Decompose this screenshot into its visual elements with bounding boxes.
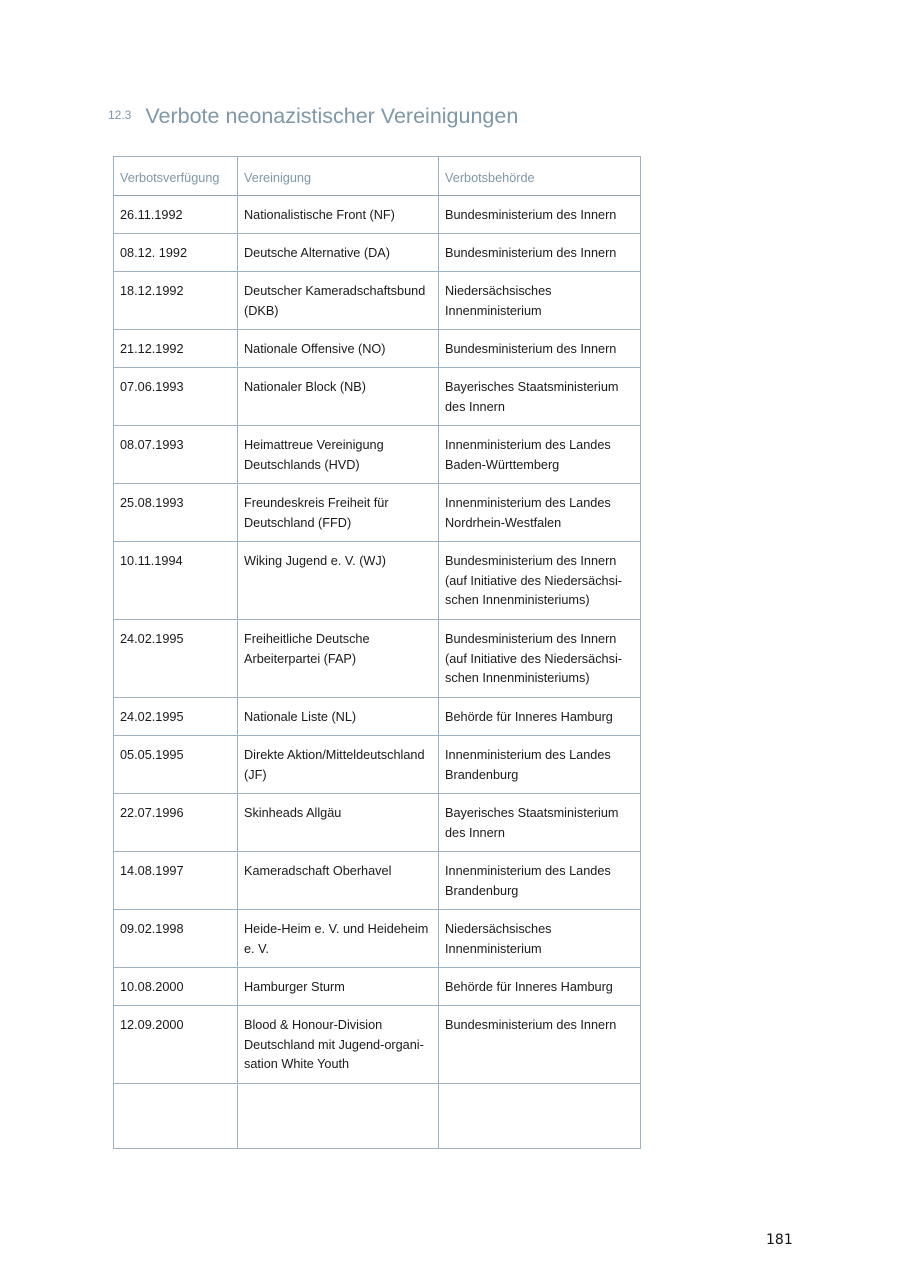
cell-date: 14.08.1997 (114, 852, 238, 910)
cell-authority: Niedersächsisches Innenministerium (439, 272, 641, 330)
table-row (114, 272, 641, 330)
cell-authority: Bayerisches Staatsministerium des Innern (439, 794, 641, 852)
table-row (114, 620, 641, 698)
cell-organization: Kameradschaft Oberhavel (238, 852, 439, 910)
cell-date: 10.11.1994 (114, 542, 238, 620)
cell-organization: Nationaler Block (NB) (238, 368, 439, 426)
cell-date: 12.09.2000 (114, 1006, 238, 1084)
cell-organization: Nationale Offensive (NO) (238, 330, 439, 368)
cell-date: 07.06.1993 (114, 368, 238, 426)
table-row (114, 542, 641, 620)
table-row (114, 698, 641, 736)
table-row (114, 484, 641, 542)
cell-organization: Deutsche Alternative (DA) (238, 234, 439, 272)
cell-date: 08.07.1993 (114, 426, 238, 484)
cell-date: 25.08.1993 (114, 484, 238, 542)
cell-authority: Innenministerium des Landes Brandenburg (439, 852, 641, 910)
cell-date: 22.07.1996 (114, 794, 238, 852)
table-row (114, 1006, 641, 1084)
cell-date: 18.12.1992 (114, 272, 238, 330)
cell-authority: Bundesministerium des Innern (439, 196, 641, 234)
cell-authority: Bundesministerium des Innern (auf Initiative des Niedersächsi-schen Innenministeriums) (439, 542, 641, 620)
cell-organization: Blood & Honour-Division Deutschland mit Jugend-organi-sation White Youth (238, 1006, 439, 1084)
cell-organization: Freiheitliche Deutsche Arbeiterpartei (FAP) (238, 620, 439, 698)
cell-date: 05.05.1995 (114, 736, 238, 794)
cell-organization: Heimattreue Vereinigung Deutschlands (HVD) (238, 426, 439, 484)
cell-authority: Bayerisches Staatsministerium des Innern (439, 368, 641, 426)
table-row (114, 330, 641, 368)
cell-authority: Innenministerium des Landes Baden-Württemberg (439, 426, 641, 484)
table-row (114, 968, 641, 1006)
section-number: 12.3 (108, 108, 132, 122)
cell-organization: Deutscher Kameradschaftsbund (DKB) (238, 272, 439, 330)
table-row (114, 426, 641, 484)
table-row (114, 736, 641, 794)
cell-organization: Skinheads Allgäu (238, 794, 439, 852)
table-row (114, 794, 641, 852)
cell-authority: Bundesministerium des Innern (439, 330, 641, 368)
column-header-organization: Vereinigung (238, 157, 439, 196)
cell-authority: Bundesministerium des Innern (439, 1006, 641, 1084)
cell-organization: Nationale Liste (NL) (238, 698, 439, 736)
cell-date: 08.12. 1992 (114, 234, 238, 272)
cell-authority: Behörde für Inneres Hamburg (439, 698, 641, 736)
cell-empty (439, 1084, 641, 1149)
column-header-date: Verbotsverfügung (114, 157, 238, 196)
cell-date: 21.12.1992 (114, 330, 238, 368)
cell-organization: Hamburger Sturm (238, 968, 439, 1006)
cell-authority: Innenministerium des Landes Brandenburg (439, 736, 641, 794)
cell-empty (238, 1084, 439, 1149)
cell-date: 24.02.1995 (114, 620, 238, 698)
cell-organization: Wiking Jugend e. V. (WJ) (238, 542, 439, 620)
table-row (114, 234, 641, 272)
cell-authority: Bundesministerium des Innern (auf Initiative des Niedersächsi-schen Innenministeriums) (439, 620, 641, 698)
table-row (114, 852, 641, 910)
section-heading (108, 104, 518, 129)
ban-table (113, 156, 641, 1149)
page-number: 181 (766, 1232, 793, 1248)
table-row-empty (114, 1084, 641, 1149)
cell-date: 10.08.2000 (114, 968, 238, 1006)
cell-date: 09.02.1998 (114, 910, 238, 968)
cell-authority: Behörde für Inneres Hamburg (439, 968, 641, 1006)
table-row (114, 196, 641, 234)
column-header-authority: Verbotsbehörde (439, 157, 641, 196)
cell-organization: Freundeskreis Freiheit für Deutschland (FFD) (238, 484, 439, 542)
cell-authority: Bundesministerium des Innern (439, 234, 641, 272)
section-title: Verbote neonazistischer Vereinigungen (145, 104, 519, 128)
cell-date: 24.02.1995 (114, 698, 238, 736)
cell-organization: Heide-Heim e. V. und Heideheim e. V. (238, 910, 439, 968)
cell-authority: Innenministerium des Landes Nordrhein-Westfalen (439, 484, 641, 542)
table-header-row (114, 157, 641, 196)
cell-organization: Direkte Aktion/Mitteldeutschland (JF) (238, 736, 439, 794)
cell-authority: Niedersächsisches Innenministerium (439, 910, 641, 968)
table-row (114, 368, 641, 426)
cell-empty (114, 1084, 238, 1149)
table-row (114, 910, 641, 968)
cell-date: 26.11.1992 (114, 196, 238, 234)
cell-organization: Nationalistische Front (NF) (238, 196, 439, 234)
